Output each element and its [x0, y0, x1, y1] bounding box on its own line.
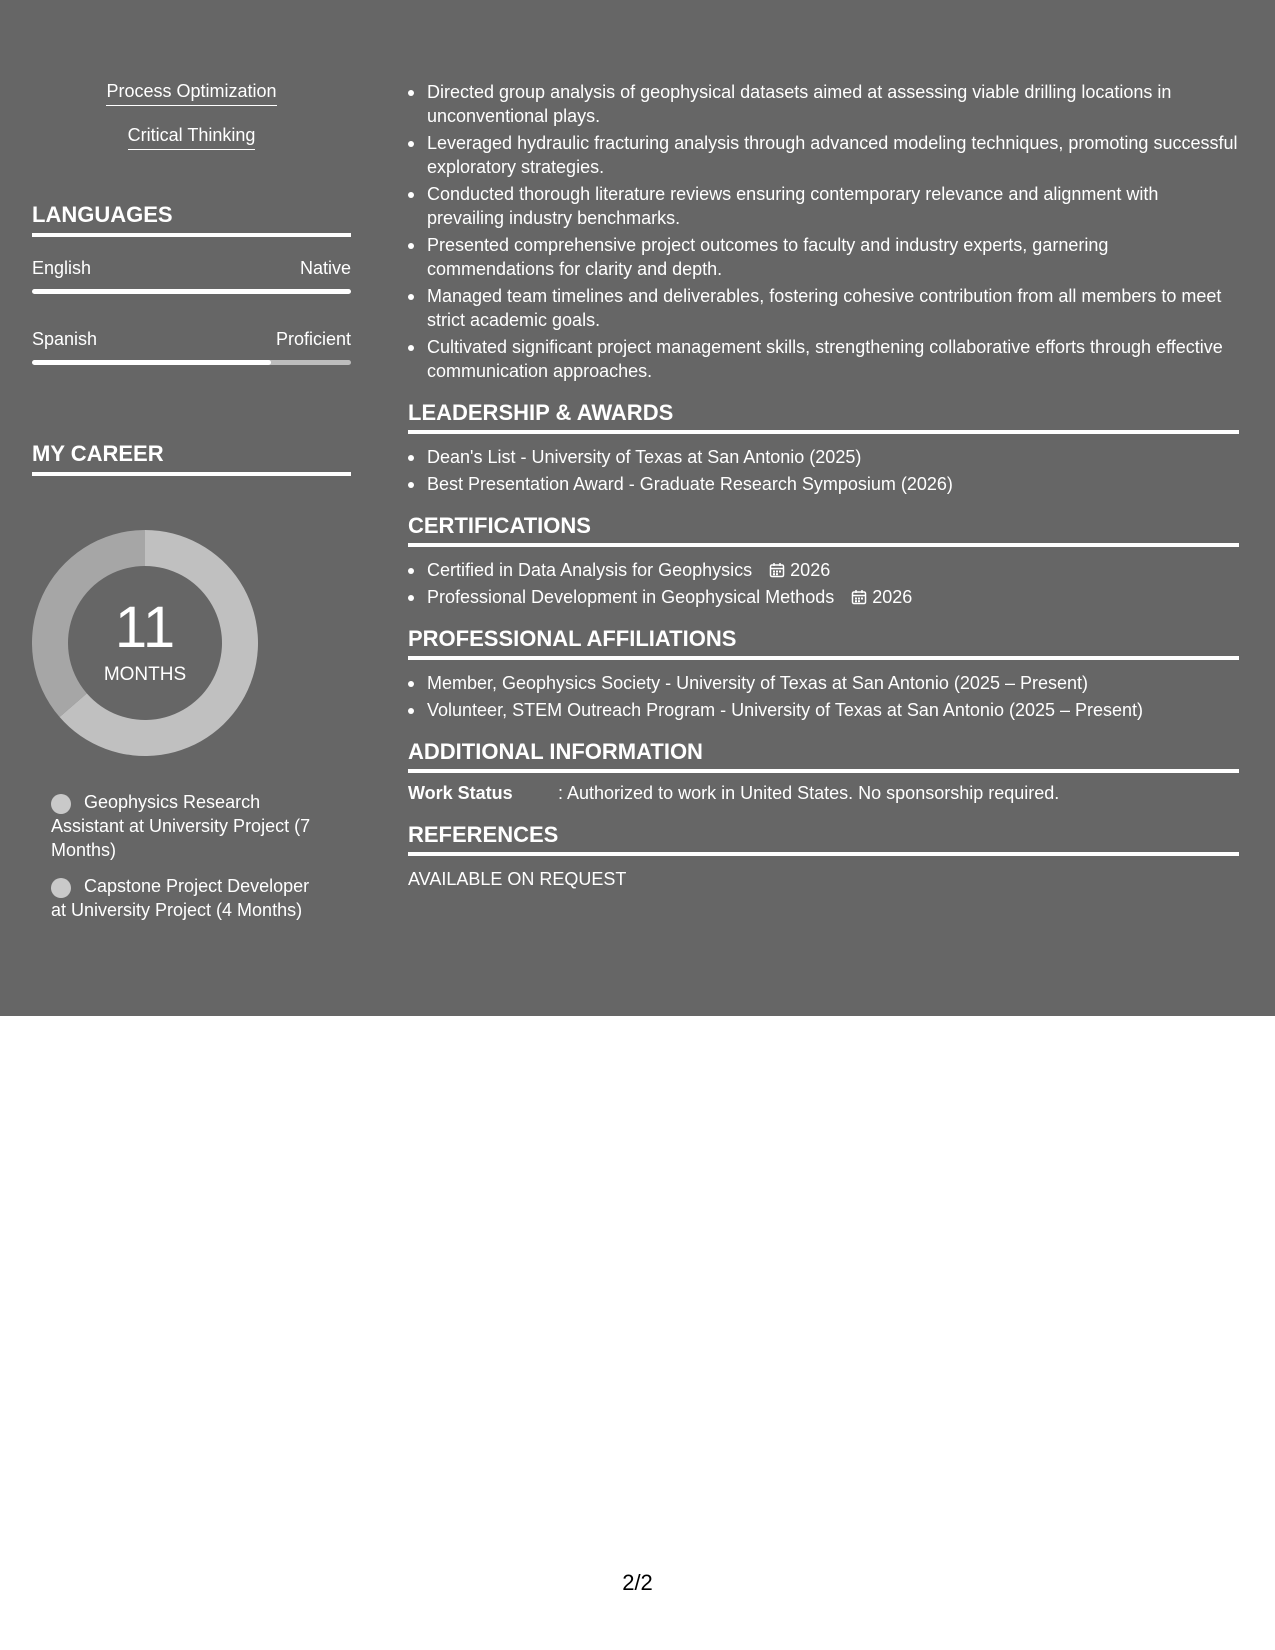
- award-item: Best Presentation Award - Graduate Research Symposium (2026): [408, 472, 1239, 496]
- language-level: Native: [299, 258, 351, 278]
- certification-item: [408, 585, 1239, 609]
- additional-heading: ADDITIONAL INFORMATION: [408, 739, 1239, 773]
- left-column: [32, 80, 351, 476]
- certifications-section: [408, 513, 1239, 609]
- additional-section: [408, 739, 1239, 805]
- language-level: Proficient: [275, 329, 351, 349]
- language-bar-fill: [32, 360, 271, 365]
- legend-dot-icon: [51, 794, 71, 814]
- language-bar: [32, 360, 351, 365]
- career-legend-label: Geophysics Research Assistant at University Project (7 Months): [51, 792, 311, 860]
- references-text: AVAILABLE ON REQUEST: [408, 869, 627, 889]
- experience-bullet: Presented comprehensive project outcomes to faculty and industry experts, garnering commendations for clarity and depth.: [408, 233, 1239, 281]
- experience-bullet: Leveraged hydraulic fracturing analysis through advanced modeling techniques, promoting successful exploratory strategies.: [408, 131, 1239, 179]
- calendar-icon: [769, 562, 785, 578]
- calendar-icon: [851, 589, 867, 605]
- experience-bullet: Conducted thorough literature reviews ensuring contemporary relevance and alignment with prevailing industry benchmarks.: [408, 182, 1239, 230]
- career-legend-item: [32, 790, 321, 862]
- language-name: Spanish: [32, 329, 98, 349]
- career-total-unit: MONTHS: [103, 664, 187, 685]
- career-legend-item: [32, 874, 321, 922]
- work-status-row: [408, 781, 1239, 805]
- affiliation-item: Member, Geophysics Society - University of Texas at San Antonio (2025 – Present): [408, 671, 1239, 695]
- certification-name: Professional Development in Geophysical Methods: [427, 587, 835, 607]
- work-status-label: Work Status: [408, 783, 513, 803]
- career-legend-label: Capstone Project Developer at University Project (4 Months): [51, 876, 310, 920]
- career-total-value: 11: [114, 595, 176, 660]
- leadership-section: [408, 400, 1239, 496]
- references-section: [408, 822, 1239, 891]
- experience-bullet: Directed group analysis of geophysical datasets aimed at assessing viable drilling locations in unconventional plays.: [408, 80, 1239, 128]
- career-section: [32, 441, 351, 476]
- skill-tag: Process Optimization: [106, 80, 276, 106]
- right-column: [408, 80, 1239, 891]
- experience-bullet: Cultivated significant project management skills, strengthening collaborative efforts through effective communication approaches.: [408, 335, 1239, 383]
- work-status-value: : Authorized to work in United States. No sponsorship required.: [558, 783, 1060, 803]
- skill-tag: Critical Thinking: [128, 124, 256, 150]
- certification-item: [408, 558, 1239, 582]
- certifications-heading: CERTIFICATIONS: [408, 513, 1239, 547]
- certification-year: 2026: [790, 560, 831, 580]
- page-number: 2/2: [622, 1570, 653, 1595]
- affiliations-heading: PROFESSIONAL AFFILIATIONS: [408, 626, 1239, 660]
- certification-name: Certified in Data Analysis for Geophysics: [427, 560, 753, 580]
- language-bar: [32, 289, 351, 294]
- leadership-heading: LEADERSHIP & AWARDS: [408, 400, 1239, 434]
- language-item: [32, 257, 351, 294]
- affiliation-item: Volunteer, STEM Outreach Program - University of Texas at San Antonio (2025 – Present): [408, 698, 1239, 722]
- language-name: English: [32, 258, 92, 278]
- career-heading: MY CAREER: [32, 441, 351, 476]
- languages-section: [32, 202, 351, 365]
- experience-bullets: [408, 80, 1239, 383]
- language-bar-fill: [32, 289, 351, 294]
- career-legend: [32, 790, 321, 922]
- certification-year: 2026: [872, 587, 913, 607]
- language-item: [32, 328, 351, 365]
- languages-heading: LANGUAGES: [32, 202, 351, 237]
- references-heading: REFERENCES: [408, 822, 1239, 856]
- legend-dot-icon: [51, 878, 71, 898]
- affiliations-section: [408, 626, 1239, 722]
- award-item: Dean's List - University of Texas at San Antonio (2025): [408, 445, 1239, 469]
- career-donut-chart: [32, 530, 258, 756]
- experience-bullet: Managed team timelines and deliverables, fostering cohesive contribution from all members to meet strict academic goals.: [408, 284, 1239, 332]
